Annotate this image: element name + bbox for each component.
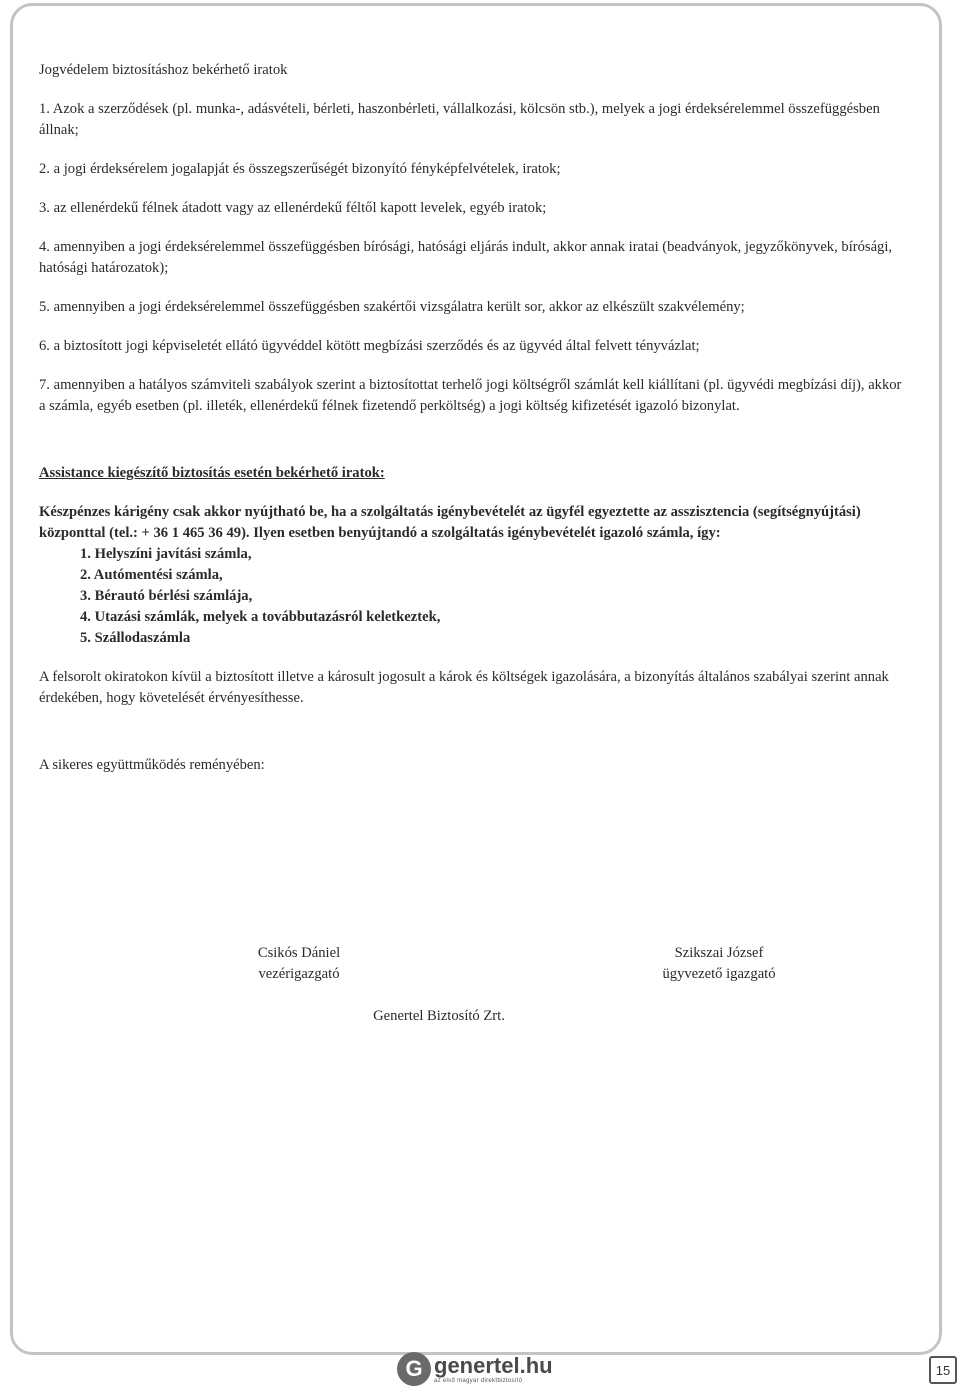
signer-role: vezérigazgató [258, 966, 340, 982]
genertel-logo [397, 1349, 557, 1389]
list-item: 5. Szállodaszámla [80, 630, 191, 646]
signature-block [609, 943, 829, 985]
greeting: A sikeres együttműködés reményében: [39, 757, 265, 773]
assistance-text: Készpénzes kárigény csak akkor nyújtható be, ha a szolgáltatás igénybevételét az ügyfél egyeztette az asszisztencia (segítségnyújtási) központtal (tel.: + 36 1 465 36 49). Ilyen esetben benyújtandó a szolgáltatás igénybevételét igazoló számla, így: [39, 504, 861, 541]
list-item: 1. Helyszíni javítási számla, [80, 546, 252, 562]
list-item: 5. amennyiben a jogi érdeksérelemmel összefüggésben szakértői vizsgálatra került sor, akkor az elkészült szakvélemény; [39, 299, 745, 315]
closing-paragraph: A felsorolt okiratokon kívül a biztosított illetve a károsult jogosult a károk és költségek igazolására, a bizonyítás általános szabályai szerint annak érdekében, hogy követelését érvényesíthesse. [39, 669, 889, 706]
signer-role: ügyvezető igazgató [662, 966, 776, 982]
signer-name: Szikszai József [674, 945, 764, 961]
list-item: 3. az ellenérdekű félnek átadott vagy az ellenérdekű féltől kapott levelek, egyéb iratok; [39, 200, 547, 216]
logo-g-icon: G [397, 1352, 431, 1386]
list-item: 1. Azok a szerződések (pl. munka-, adásvételi, bérleti, haszonbérleti, vállalkozási, kölcsön stb.), melyek a jogi érdeksérelemmel összefüggésben állnak; [39, 101, 880, 138]
list-item: 4. amennyiben a jogi érdeksérelemmel összefüggésben bírósági, hatósági eljárás indult, akkor annak iratai (beadványok, jegyzőkönyvek, bírósági, hatósági határozatok); [39, 239, 893, 276]
list-item: 6. a biztosított jogi képviseletét ellátó ügyvéddel kötött megbízási szerződés és az ügyvéd által felvett tényvázlat; [39, 338, 700, 354]
list-item: 2. a jogi érdeksérelem jogalapját és összegszerűségét bizonyító fényképfelvételek, iratok; [39, 161, 561, 177]
assistance-list [39, 544, 911, 649]
signer-name: Csikós Dániel [257, 945, 341, 961]
company-name: Genertel Biztosító Zrt. [373, 1008, 505, 1024]
signature-block [189, 943, 409, 985]
list-item: 4. Utazási számlák, melyek a továbbutazásról keletkeztek, [80, 609, 441, 625]
document-body [39, 60, 911, 1024]
list-item: 7. amennyiben a hatályos számviteli szabályok szerint a biztosítottat terhelő jogi költségről számlát kell kiállítani (pl. ügyvédi megbízási díj), akkor a számla, egyéb esetben (pl. illeték, ellenérdekű félnek fizetendő perköltség) a jogi költség kifizetését igazoló bizonylat. [39, 377, 902, 414]
logo-tagline: az első magyar direktbiztosító [434, 1377, 523, 1384]
logo-text: genertel.hu [434, 1352, 553, 1378]
assistance-heading: Assistance kiegészítő biztosítás esetén bekérhető iratok: [39, 465, 385, 481]
list-item: 3. Bérautó bérlési számlája, [80, 588, 253, 604]
page-number: 15 [929, 1356, 957, 1384]
document-title: Jogvédelem biztosításhoz bekérhető iratok [39, 62, 288, 78]
list-item: 2. Autómentési számla, [80, 567, 223, 583]
